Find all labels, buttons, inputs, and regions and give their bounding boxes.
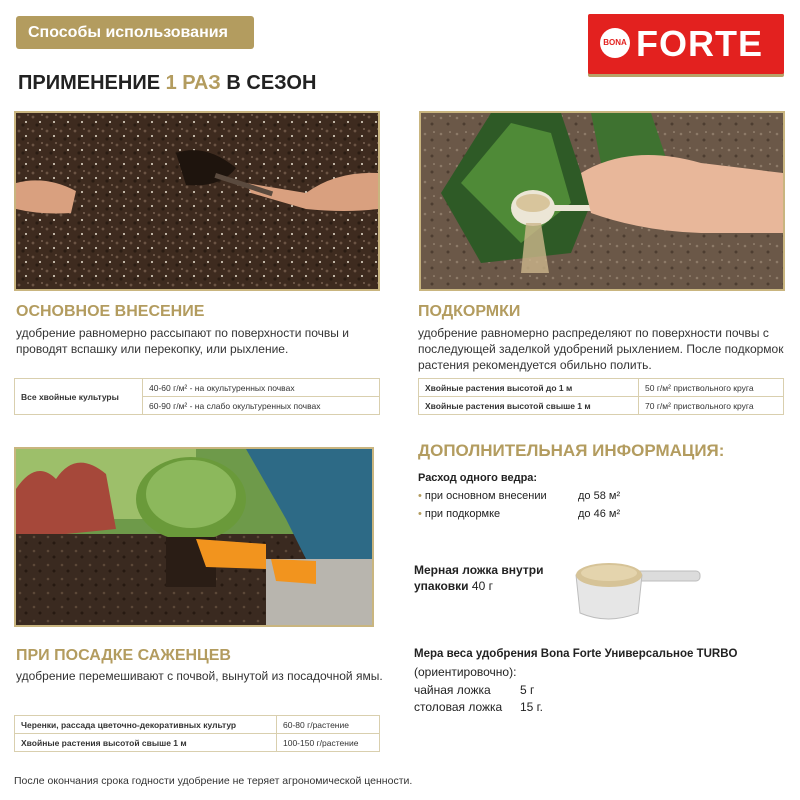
- measure-row-label: чайная ложка: [414, 683, 491, 697]
- spoon-weight: 40 г: [471, 579, 493, 593]
- usage-methods-badge: Способы использования: [16, 16, 254, 49]
- table-cell-value: 70 г/м² приствольного круга: [639, 397, 784, 415]
- bullet-icon: •: [418, 508, 422, 520]
- measure-subtitle: (ориентировочно):: [414, 665, 517, 679]
- planting-title: ПРИ ПОСАДКЕ САЖЕНЦЕВ: [16, 647, 231, 664]
- feeding-description: удобрение равномерно распределяют по поверхности почвы с последующей заделкой удобрений рыхлением. После подкормок растения рекомендуется обильно полить.: [418, 326, 784, 372]
- bucket-usage-title: Расход одного ведра:: [418, 472, 538, 484]
- spoon-line2-row: [414, 579, 493, 593]
- headline-part2: В СЕЗОН: [220, 72, 317, 94]
- table-cell-value: 60-90 г/м² - на слабо окультуренных почвах: [143, 397, 380, 415]
- soil-digging-photo: [14, 111, 380, 291]
- planting-description: удобрение перемешивают с почвой, вынутой из посадочной ямы.: [16, 669, 383, 683]
- table-cell-label: Хвойные растения высотой до 1 м: [419, 379, 639, 397]
- feeding-table: [418, 378, 784, 415]
- table-cell-value: 60-80 г/растение: [277, 716, 380, 734]
- table-cell-value: 50 г/м² приствольного круга: [639, 379, 784, 397]
- bona-forte-logo: [588, 14, 784, 74]
- main-application-title: ОСНОВНОЕ ВНЕСЕНИЕ: [16, 303, 205, 320]
- table-cell-value: 100-150 г/растение: [277, 734, 380, 752]
- feeding-title: ПОДКОРМКИ: [418, 303, 521, 320]
- table-cell-label: Хвойные растения высотой свыше 1 м: [15, 734, 277, 752]
- table-cell-label: Все хвойные культуры: [15, 379, 143, 415]
- bucket-row-value: до 58 м²: [578, 490, 621, 502]
- bucket-row-label: при основном внесении: [424, 490, 547, 502]
- planting-seedling-photo: [14, 447, 374, 627]
- additional-info-title: ДОПОЛНИТЕЛЬНАЯ ИНФОРМАЦИЯ:: [418, 441, 725, 460]
- footer-note: После окончания срока годности удобрение не теряет агрономической ценности.: [14, 775, 413, 787]
- measuring-spoon-icon: [572, 555, 702, 625]
- headline-accent: 1 РАЗ: [165, 72, 221, 94]
- spoon-line1: Мерная ложка внутри: [414, 563, 544, 577]
- feeding-spoon-photo: [419, 111, 785, 291]
- table-cell-label: Черенки, рассада цветочно-декоративных культур: [15, 716, 277, 734]
- measure-title: Мера веса удобрения Bona Forte Универсальное TURBO: [414, 648, 738, 660]
- main-application-table: [14, 378, 380, 415]
- spoon-line2: упаковки: [414, 579, 469, 593]
- bucket-row-value: до 46 м²: [578, 508, 621, 520]
- headline-part1: ПРИМЕНЕНИЕ: [18, 72, 166, 94]
- page-headline: [18, 72, 316, 95]
- measure-row-value: 5 г: [520, 683, 535, 697]
- bucket-row: [418, 490, 547, 502]
- table-row: [15, 379, 380, 397]
- bullet-icon: •: [418, 490, 422, 502]
- table-row: [15, 716, 380, 734]
- table-cell-label: Хвойные растения высотой свыше 1 м: [419, 397, 639, 415]
- bucket-row-label: при подкормке: [424, 508, 501, 520]
- main-application-description: удобрение равномерно рассыпают по поверхности почвы и проводят вспашку или перекопку, или рыхление.: [16, 326, 349, 356]
- bucket-row: [418, 508, 500, 520]
- table-row: [419, 397, 784, 415]
- table-row: [15, 734, 380, 752]
- logo-bona-mark: BONA: [600, 28, 630, 58]
- measure-row-value: 15 г.: [520, 700, 543, 714]
- logo-forte-word: FORTE: [636, 23, 763, 64]
- measure-row-label: столовая ложка: [414, 700, 503, 714]
- table-row: [419, 379, 784, 397]
- planting-table: [14, 715, 380, 752]
- table-cell-value: 40-60 г/м² - на окультуренных почвах: [143, 379, 380, 397]
